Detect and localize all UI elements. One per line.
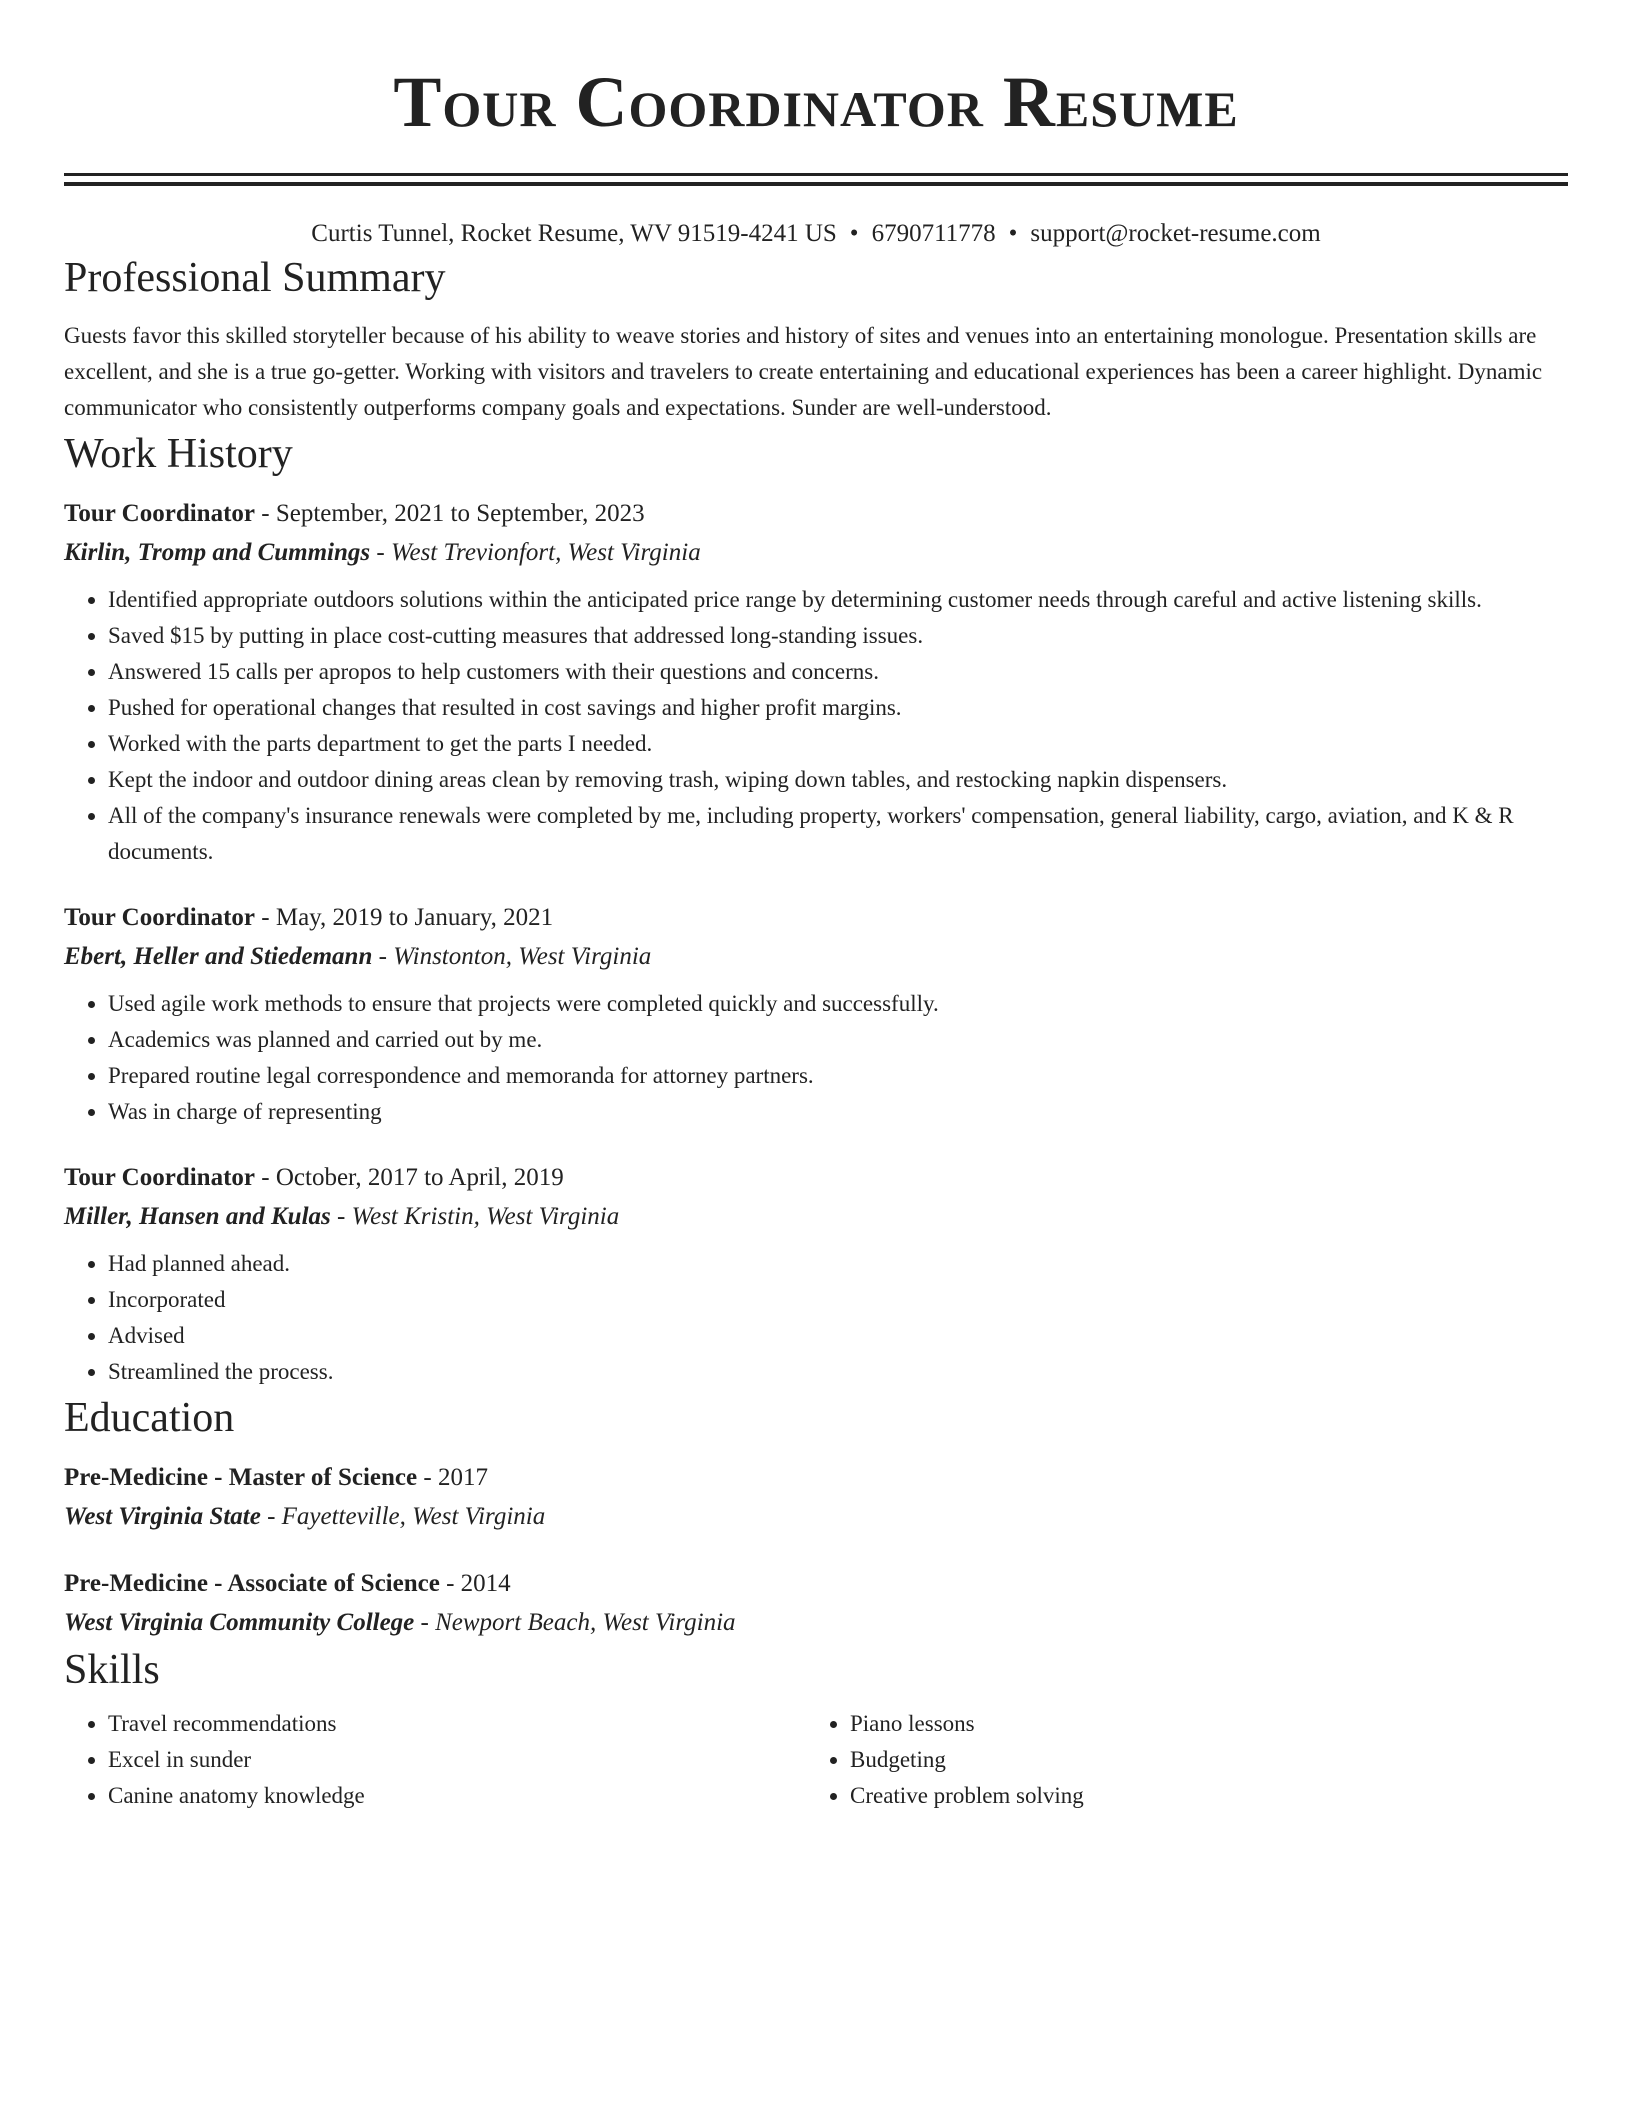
education-location: Fayetteville, West Virginia <box>281 1503 546 1530</box>
job-dates: September, 2021 to September, 2023 <box>275 500 645 527</box>
skills-heading: Skills <box>64 1647 160 1693</box>
education-dash: - <box>414 1609 436 1636</box>
summary-heading: Professional Summary <box>64 255 446 301</box>
job-bullets <box>64 986 1568 1130</box>
education-school-line <box>64 1603 1568 1642</box>
education-dash: - <box>417 1464 438 1491</box>
skills-list-right <box>806 1706 1548 1814</box>
job-bullet: • Identified appropriate outdoors solutions within the anticipated price range by determining customer needs through careful and active listening skills. <box>108 582 1568 618</box>
job-bullet: • Kept the indoor and outdoor dining areas clean by removing trash, wiping down tables, and restocking napkin dispensers. <box>108 762 1568 798</box>
job-entry <box>64 898 1568 1130</box>
contact-line <box>64 218 1568 250</box>
skill-item: • Budgeting <box>850 1742 1548 1778</box>
contact-email: support@rocket-resume.com <box>1030 220 1321 247</box>
job-title-line <box>64 1158 1568 1197</box>
job-title: Tour Coordinator <box>64 500 256 527</box>
job-title-line <box>64 898 1568 937</box>
contact-address: Curtis Tunnel, Rocket Resume, WV 91519-4241 US <box>311 220 837 247</box>
job-company: Kirlin, Tromp and Cummings <box>64 539 371 566</box>
job-bullet: • All of the company's insurance renewals were completed by me, including property, workers' compensation, general liability, cargo, aviation, and K & R documents. <box>108 798 1568 870</box>
education-degree: Pre-Medicine - Master of Science <box>64 1464 418 1491</box>
job-bullets <box>64 1246 1568 1390</box>
education-entry <box>64 1564 1568 1642</box>
job-dash: - <box>255 1164 276 1191</box>
job-bullet: • Used agile work methods to ensure that projects were completed quickly and successfully. <box>108 986 1568 1022</box>
work-history-heading: Work History <box>64 431 293 477</box>
job-company-line <box>64 533 1568 572</box>
education-year: 2014 <box>460 1570 511 1597</box>
job-dates: May, 2019 to January, 2021 <box>275 904 554 931</box>
job-bullet: • Academics was planned and carried out by me. <box>108 1022 1568 1058</box>
skill-item: • Excel in sunder <box>108 1742 806 1778</box>
contact-phone: 6790711778 <box>871 220 996 247</box>
job-bullet: • Streamlined the process. <box>108 1354 1568 1390</box>
title-rule-bottom <box>64 182 1568 186</box>
job-dash: - <box>370 539 391 566</box>
job-title-line <box>64 494 1568 533</box>
job-bullet: • Prepared routine legal correspondence and memoranda for attorney partners. <box>108 1058 1568 1094</box>
education-location: Newport Beach, West Virginia <box>435 1609 736 1636</box>
job-bullet: • Had planned ahead. <box>108 1246 1568 1282</box>
job-bullet: • Answered 15 calls per apropos to help customers with their questions and concerns. <box>108 654 1568 690</box>
education-entry <box>64 1458 1568 1536</box>
education-dash: - <box>260 1503 282 1530</box>
education-school-line <box>64 1497 1568 1536</box>
contact-separator: • <box>849 220 859 247</box>
job-dash: - <box>330 1203 352 1230</box>
job-company: Ebert, Heller and Stiedemann <box>64 943 373 970</box>
job-location: Winstonton, West Virginia <box>393 943 652 970</box>
job-bullet: • Advised <box>108 1318 1568 1354</box>
job-title: Tour Coordinator <box>64 904 256 931</box>
education-dash: - <box>439 1570 461 1597</box>
summary-text: Guests favor this skilled storyteller because of his ability to weave stories and history of sites and venues into an entertaining monologue. Presentation skills are excellent, and she is a true go-getter. Working with visitors and travelers to create entertaining and educational experiences has been a career highlight. Dynamic communicator who consistently outperforms company goals and expectations. Sunder are well-understood. <box>64 323 1543 420</box>
skills-columns <box>64 1706 1568 1814</box>
resume-title: Tour Coordinator Resume <box>393 62 1239 142</box>
education-degree-line <box>64 1458 1568 1497</box>
job-company-line <box>64 1197 1568 1236</box>
job-title: Tour Coordinator <box>64 1164 256 1191</box>
job-dates: October, 2017 to April, 2019 <box>275 1164 564 1191</box>
skills-list-left <box>64 1706 806 1814</box>
education-degree-line <box>64 1564 1568 1603</box>
title-rule-top <box>64 173 1568 176</box>
skill-item: • Canine anatomy knowledge <box>108 1778 806 1814</box>
job-bullet: • Was in charge of representing <box>108 1094 1568 1130</box>
job-dash: - <box>372 943 394 970</box>
job-location: West Kristin, West Virginia <box>351 1203 620 1230</box>
job-bullet: • Worked with the parts department to get the parts I needed. <box>108 726 1568 762</box>
job-bullet: • Pushed for operational changes that resulted in cost savings and higher profit margins. <box>108 690 1568 726</box>
job-bullet: • Saved $15 by putting in place cost-cutting measures that addressed long-standing issues. <box>108 618 1568 654</box>
job-dash: - <box>255 500 276 527</box>
education-year: 2017 <box>437 1464 488 1491</box>
job-company-line <box>64 937 1568 976</box>
skill-item: • Travel recommendations <box>108 1706 806 1742</box>
job-bullet: • Incorporated <box>108 1282 1568 1318</box>
job-entry <box>64 494 1568 870</box>
education-heading: Education <box>64 1395 235 1441</box>
education-school: West Virginia Community College <box>64 1609 415 1636</box>
skill-item: • Creative problem solving <box>850 1778 1548 1814</box>
education-degree: Pre-Medicine - Associate of Science <box>64 1570 440 1597</box>
contact-separator: • <box>1008 220 1018 247</box>
job-dash: - <box>255 904 276 931</box>
job-location: West Trevionfort, West Virginia <box>390 539 701 566</box>
education-school: West Virginia State <box>64 1503 261 1530</box>
job-bullets <box>64 582 1568 870</box>
skill-item: • Piano lessons <box>850 1706 1548 1742</box>
job-entry <box>64 1158 1568 1390</box>
job-company: Miller, Hansen and Kulas <box>64 1203 331 1230</box>
